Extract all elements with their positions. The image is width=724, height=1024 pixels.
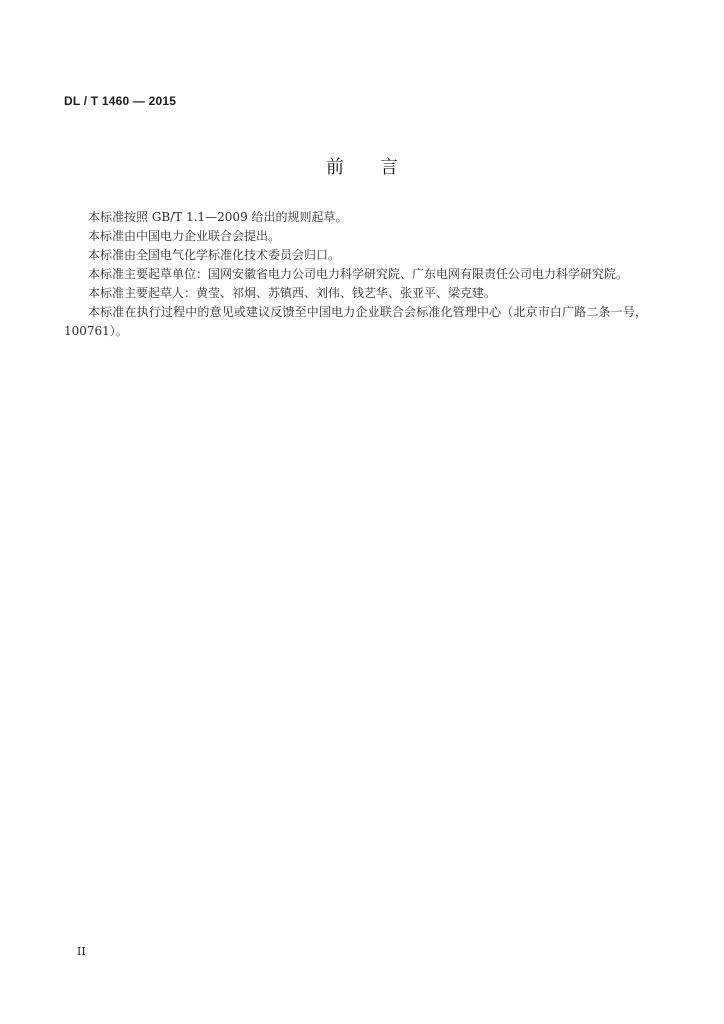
page-title: 前言: [326, 157, 434, 178]
foreword-paragraph: 本标准由全国电气化学标准化技术委员会归口。: [88, 248, 341, 262]
foreword-body: [64, 208, 647, 341]
foreword-paragraph: 本标准主要起草单位：国网安徽省电力公司电力科学研究院、广东电网有限责任公司电力科学研究院。: [88, 267, 629, 281]
standard-code-header: DL / T 1460 — 2015: [64, 94, 177, 108]
foreword-paragraph: 本标准由中国电力企业联合会提出。: [88, 229, 281, 243]
foreword-paragraph: 本标准主要起草人：黄莹、祁炯、苏镇西、刘伟、钱艺华、张亚平、梁克建。: [88, 286, 497, 300]
foreword-paragraph: 本标准在执行过程中的意见或建议反馈至中国电力企业联合会标准化管理中心（北京市白广路二条一号，100761）。: [64, 305, 647, 338]
foreword-paragraph: 本标准按照 GB/T 1.1—2009 给出的规则起草。: [88, 210, 348, 224]
page-number: II: [77, 945, 86, 958]
